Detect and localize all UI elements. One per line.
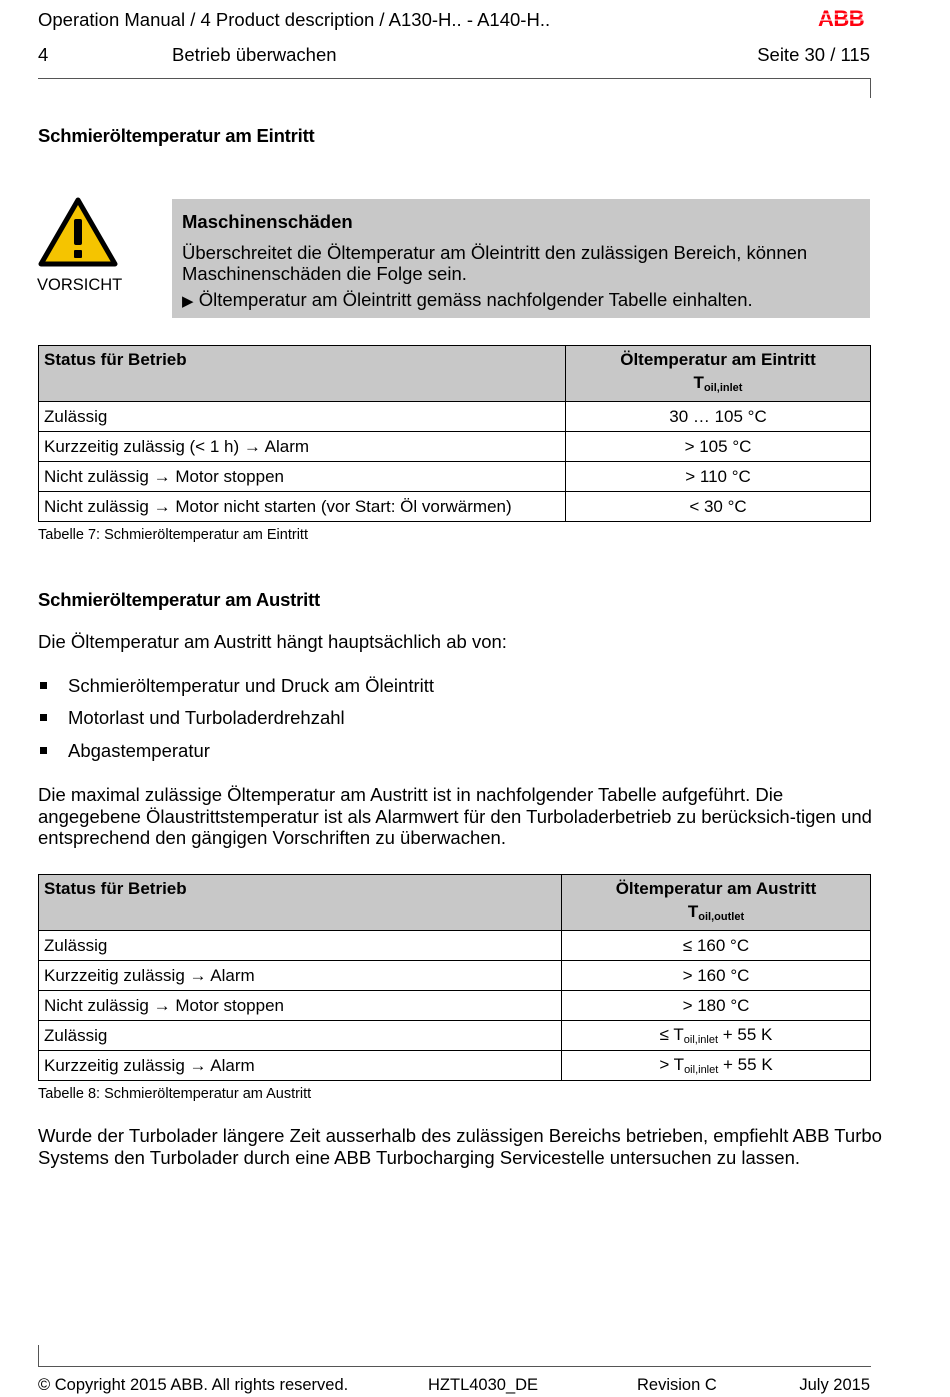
table-row	[39, 961, 871, 991]
warning-action	[182, 289, 753, 311]
symbol-subscript: oil,inlet	[703, 382, 743, 394]
status-cell: Zulässig	[39, 1021, 562, 1051]
warning-action-text: Öltemperatur am Öleintritt gemäss nachfolgender Tabelle einhalten.	[198, 289, 753, 310]
inlet-temperature-table	[38, 345, 871, 522]
list-item-text: Schmieröltemperatur und Druck am Öleintritt	[68, 675, 435, 696]
warning-body: Überschreitet die Öltemperatur am Öleintritt den zulässigen Bereich, können Maschinenschäden die Folge sein.	[182, 242, 808, 284]
value-cell: > 160 °C	[562, 961, 871, 991]
outlet-paragraph: Die maximal zulässige Öltemperatur am Austritt ist in nachfolgender Tabelle aufgeführt. Die angegebene Ölaustrittstemperatur ist als Alarmwert für den Turboladerbetrieb zu berücksich-tigen und entsprechend den gängigen Vorschriften zu überwachen.	[38, 784, 872, 848]
table-caption-outlet: Tabelle 8: Schmieröltemperatur am Austritt	[38, 1086, 312, 1102]
value-prefix: > T	[659, 1055, 685, 1074]
table-header-symbol	[567, 902, 865, 923]
value-subscript: oil,inlet	[684, 1064, 719, 1076]
table-row	[39, 492, 871, 522]
value-suffix: + 55 K	[718, 1025, 773, 1044]
table-row	[39, 432, 871, 462]
table-header-row	[39, 875, 871, 931]
table-header-status: Status für Betrieb	[39, 875, 562, 931]
footer-date: July 2015	[799, 1376, 870, 1394]
status-cell: Kurzzeitig zulässig → Alarm	[39, 961, 562, 991]
table-row	[39, 1021, 871, 1051]
document-title: Operation Manual / 4 Product description / A130-H.. - A140-H..	[38, 9, 551, 30]
value-cell	[562, 1051, 871, 1081]
footer-revision: Revision C	[637, 1376, 717, 1394]
status-cell: Zulässig	[39, 931, 562, 961]
status-cell: Kurzzeitig zulässig (< 1 h) → Alarm	[39, 432, 566, 462]
warning-triangle-icon	[38, 197, 118, 272]
header-divider-tick	[870, 78, 871, 98]
table-header-status: Status für Betrieb	[39, 346, 566, 402]
footer-divider-tick	[38, 1345, 39, 1366]
status-cell: Kurzzeitig zulässig → Alarm	[39, 1051, 562, 1081]
table-header-temperature-label: Öltemperatur am Austritt	[615, 879, 817, 898]
table-header-temperature	[562, 875, 871, 931]
warning-level-label: VORSICHT	[37, 276, 123, 294]
footer-divider	[38, 1366, 871, 1367]
status-cell: Nicht zulässig → Motor stoppen	[39, 991, 562, 1021]
status-cell: Zulässig	[39, 402, 566, 432]
warning-box	[172, 199, 870, 318]
symbol-base: T	[687, 902, 699, 921]
warning-title: Maschinenschäden	[182, 211, 353, 232]
header-divider	[38, 78, 871, 79]
value-cell: > 105 °C	[566, 432, 871, 462]
chapter-title: Betrieb überwachen	[172, 44, 337, 65]
chapter-number: 4	[38, 44, 49, 65]
table-row	[39, 1051, 871, 1081]
abb-logo-graphic	[818, 8, 872, 28]
closing-paragraph: Wurde der Turbolader längere Zeit ausserhalb des zulässigen Bereichs betrieben, empfiehlt ABB Turbo Systems den Turbolader durch eine ABB Turbocharging Servicestelle untersuchen zu lassen.	[38, 1125, 882, 1168]
value-prefix: ≤ T	[659, 1025, 684, 1044]
table-row	[39, 991, 871, 1021]
footer-document-id: HZTL4030_DE	[428, 1376, 539, 1394]
section-heading-outlet: Schmieröltemperatur am Austritt	[38, 589, 320, 610]
bullet-square-icon	[40, 682, 47, 689]
table-header-temperature	[566, 346, 871, 402]
value-cell: 30 … 105 °C	[566, 402, 871, 432]
footer-copyright: © Copyright 2015 ABB. All rights reserved.	[38, 1376, 349, 1394]
page-number: Seite 30 / 115	[757, 44, 870, 65]
outlet-intro: Die Öltemperatur am Austritt hängt hauptsächlich ab von:	[38, 631, 507, 652]
outlet-temperature-table	[38, 874, 871, 1081]
status-cell: Nicht zulässig → Motor nicht starten (vor Start: Öl vorwärmen)	[39, 492, 566, 522]
value-cell: > 180 °C	[562, 991, 871, 1021]
abb-logo	[818, 8, 872, 33]
section-heading-inlet: Schmieröltemperatur am Eintritt	[38, 125, 315, 146]
value-cell: > 110 °C	[566, 462, 871, 492]
play-arrow-icon: ▶	[182, 293, 194, 310]
value-cell: ≤ 160 °C	[562, 931, 871, 961]
bullet-square-icon	[40, 747, 47, 754]
status-cell: Nicht zulässig → Motor stoppen	[39, 462, 566, 492]
list-item-text: Motorlast und Turboladerdrehzahl	[68, 707, 345, 728]
symbol-subscript: oil,outlet	[698, 911, 745, 923]
value-cell	[562, 1021, 871, 1051]
table-header-symbol	[571, 373, 865, 394]
table-header-row	[39, 346, 871, 402]
bullet-square-icon	[40, 714, 47, 721]
list-item-text: Abgastemperatur	[68, 740, 210, 761]
table-row	[39, 931, 871, 961]
table-caption-inlet: Tabelle 7: Schmieröltemperatur am Eintritt	[38, 527, 308, 543]
value-suffix: + 55 K	[718, 1055, 773, 1074]
value-subscript: oil,inlet	[683, 1034, 719, 1046]
table-row	[39, 402, 871, 432]
table-header-temperature-label: Öltemperatur am Eintritt	[620, 350, 816, 369]
symbol-base: T	[693, 373, 704, 392]
svg-text:ABB: ABB	[818, 8, 865, 28]
table-row	[39, 462, 871, 492]
value-cell: < 30 °C	[566, 492, 871, 522]
